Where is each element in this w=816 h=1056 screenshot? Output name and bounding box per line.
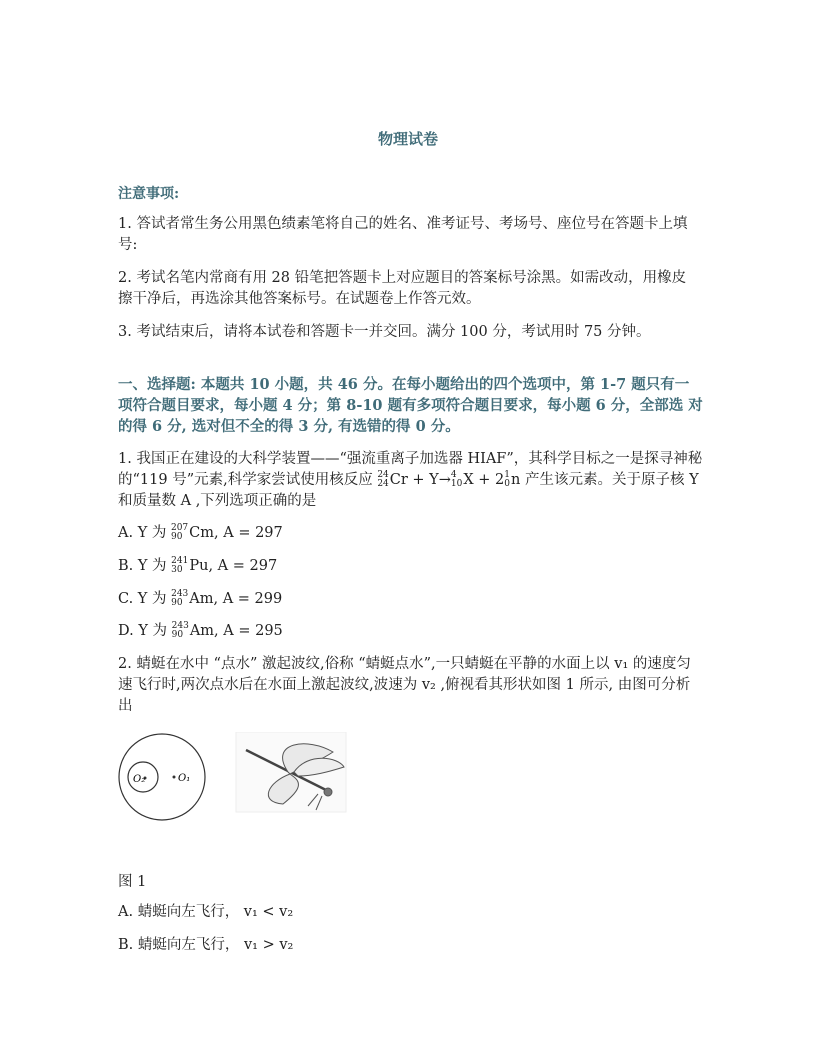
notice-item-2: 2. 考试名笔内常商有用 28 铅笔把答题卡上对应题目的答案标号涂黑。如需改动，用橡皮擦干净后，再选涂其他答案标号。在试题卷上作答元效。	[118, 270, 687, 307]
question-1-text-b: 产生该元素。关于原子核 Y 和质量数 A ,下列选项正确的是	[118, 472, 699, 509]
nuclide-x: 4 10	[450, 470, 463, 489]
dragonfly-illustration	[236, 732, 346, 812]
section-1-heading: 一、选择题: 本题共 10 小题，共 46 分。在每小题给出的四个选项中，第 1-7 题只有一 项符合题目要求，每小题 4 分；第 8-10 题有多项符合题目要求，每小题 6 分，全部选 对的得 6 分, 选对但不全的得 3 分, 有选错的得 0 分。	[118, 376, 703, 435]
outer-ripple-circle	[119, 734, 205, 820]
question-1-text-a: 1. 我国正在建设的大科学装置——“强流重离子加选器 HIAF”，其科学目标之一是探寻神秘的“119 号”元素,科学家尝试使用核反应	[118, 451, 703, 488]
label-o2: O₂	[133, 774, 146, 785]
q1-option-a: A. Y 为 207 90 Cm, A = 297	[118, 523, 283, 542]
q2-option-a: A. 蜻蜓向左飞行， v₁ < v₂	[118, 904, 294, 920]
equation-part-cr: Cr + Y→	[389, 472, 451, 488]
figure-1	[118, 732, 358, 822]
q2-option-b: B. 蜻蜓向左飞行， v₁ > v₂	[118, 937, 294, 953]
ripple-figure	[118, 732, 358, 822]
point-o1	[173, 776, 176, 779]
q1-option-b: B. Y 为 241 30 Pu, A = 297	[118, 556, 278, 575]
equation-part-n: n	[511, 472, 521, 488]
figure-caption: 图 1	[118, 874, 147, 890]
question-2-stem: 2. 蜻蜓在水中 “点水” 激起波纹,俗称 “蜻蜓点水”,一只蜻蜓在平静的水面上以 v₁ 的速度匀速飞行时,两次点水后在水面上激起波纹,波速为 v₂ ,俯视看其形状如图 1 所示, 由图可分析出	[118, 656, 691, 714]
notice-heading: 注意事项:	[118, 186, 180, 202]
label-o1: O₁	[178, 773, 191, 784]
q1-option-c: C. Y 为 243 90 Am, A = 299	[118, 589, 283, 608]
notice-item-3: 3. 考试结束后，请将本试卷和答题卡一并交回。满分 100 分，考试用时 75 分钟。	[118, 324, 651, 340]
page-title: 物理试卷	[377, 130, 438, 148]
nuclide-n: 1 0	[504, 470, 511, 489]
notice-item-1: 1. 答试者常生务公用黑色绩素笔将自己的姓名、准考证号、考场号、座位号在答题卡上填号:	[118, 216, 688, 253]
q1-option-d: D. Y 为 243 90 Am, A = 295	[118, 621, 283, 640]
equation-part-x: X + 2	[463, 472, 505, 488]
nuclide-cr: 24 24	[377, 470, 389, 489]
question-1-stem	[118, 449, 703, 512]
